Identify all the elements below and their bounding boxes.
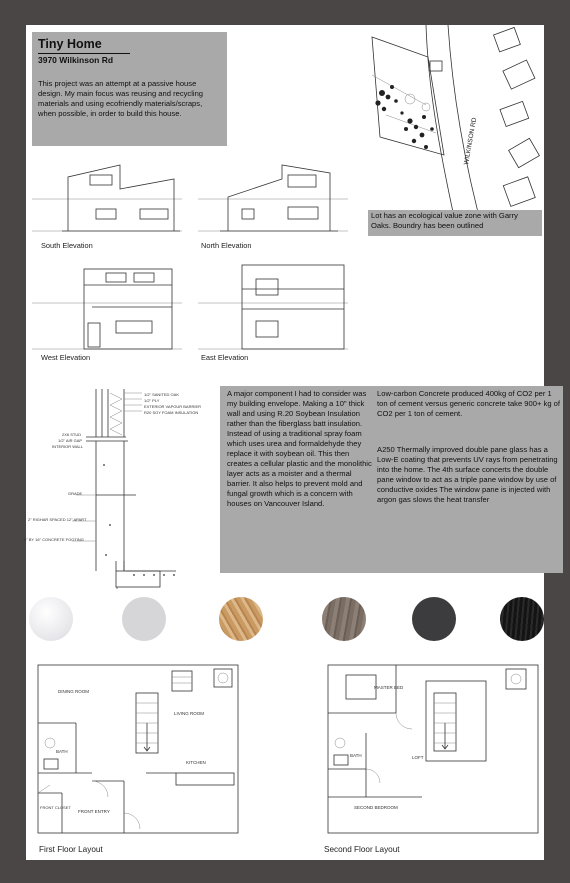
- title-underline: [38, 53, 130, 54]
- north-elevation-drawing: [198, 157, 358, 237]
- envelope-text: A major component I had to consider was my building envelope. Making a 10" thick wall and using R.20 Soybean Insulation rather than the fiberglass batt insulation. Instead of using a traditional spray foam which uses urea and formaldehyde they replace it with soybean oil. This then creates a cellular plastic and the monolithic layer acts as a moister and a thermal barrier. It also helps to prevent mold and fungal growth which is a concern with houses on Vancouver Island.: [227, 389, 372, 508]
- swatch-charcoal: [412, 597, 456, 641]
- swatch-white: [29, 597, 73, 641]
- section-note-5: 2X6 STUD: [62, 432, 82, 437]
- west-elevation-label: West Elevation: [41, 353, 91, 362]
- section-note-8: GRADE: [68, 491, 83, 496]
- intro-text: This project was an attempt at a passive house design. My main focus was reusing and recycling materials and using ecofriendly materials/scraps, when possible, in order to build this house.: [38, 79, 204, 118]
- first-floor-living: LIVING ROOM: [174, 711, 205, 716]
- second-floor-loft: LOFT: [412, 755, 424, 760]
- section-note-2: 1/2" PLY: [144, 398, 160, 403]
- east-elevation-label: East Elevation: [201, 353, 249, 362]
- page-title: Tiny Home: [38, 37, 102, 51]
- section-note-9: 2" RIGHAR SPACED 12" APART: [28, 517, 87, 522]
- lot-boundary: [372, 37, 444, 155]
- first-floor-dining: DINING ROOM: [58, 689, 89, 694]
- tree-cluster: [375, 85, 433, 149]
- section-note-4: R20 SOY FOAM INSULATION: [144, 410, 199, 415]
- second-floor-master: MASTER BED: [374, 685, 404, 690]
- first-floor-closet: FRONT CLOSET: [40, 805, 71, 810]
- site-caption: Lot has an ecological value zone with Garry Oaks. Boundry has been outlined: [368, 210, 542, 236]
- east-elevation-drawing: [198, 263, 358, 353]
- first-floor-kitchen: KITCHEN: [186, 760, 206, 765]
- house-footprint: [430, 61, 442, 71]
- swatch-black-wood: [500, 597, 544, 641]
- first-floor-entry: FRONT ENTRY: [78, 809, 110, 814]
- site-plan: [366, 25, 542, 235]
- first-floor-bath: BATH: [56, 749, 68, 754]
- swatch-light-wood: [219, 597, 263, 641]
- south-elevation-drawing: [32, 157, 192, 237]
- presentation-sheet: [24, 25, 560, 860]
- road-label: WILKINSON RD: [463, 117, 479, 166]
- section-note-7: INTERIOR WALL: [52, 444, 83, 449]
- svg-text:x: x: [116, 585, 118, 590]
- wall-section-drawing: [26, 385, 221, 595]
- west-elevation-drawing: [32, 263, 192, 353]
- south-elevation-label: South Elevation: [41, 241, 93, 250]
- title-block: [32, 32, 227, 146]
- north-elevation-label: North Elevation: [201, 241, 252, 250]
- address-label: 3970 Wilkinson Rd: [38, 55, 114, 65]
- window-text: A250 Thermally improved double pane glass has a Low-E coating that prevents UV rays from penetrating into the home. The 4th surface concerts the double pane window to act as a triple pane window by use of conductive oxides The window pane is injected with argon gas slows the heat transfer: [377, 445, 558, 504]
- section-note-1: 1/2" SANITED OAK: [144, 392, 179, 397]
- section-note-6: 1/2" AIR GAP: [58, 438, 83, 443]
- second-floor-bath: BATH: [350, 753, 362, 758]
- first-floor-caption: First Floor Layout: [39, 845, 103, 854]
- second-floor-second-bed: SECOND BEDROOM: [354, 805, 398, 810]
- concrete-text: Low-carbon Concrete produced 400kg of CO2 per 1 ton of cement versus generic concrete take 900+ kg of CO2 per 1 ton of cement.: [377, 389, 560, 418]
- swatch-light-gray: [122, 597, 166, 641]
- second-floor-caption: Second Floor Layout: [324, 845, 400, 854]
- section-note-10: 8" BY 16" CONCRETE FOOTING: [24, 537, 84, 542]
- swatch-dark-wood: [322, 597, 366, 641]
- section-note-3: EXTERIOR VAPOUR BARRIER: [144, 404, 202, 409]
